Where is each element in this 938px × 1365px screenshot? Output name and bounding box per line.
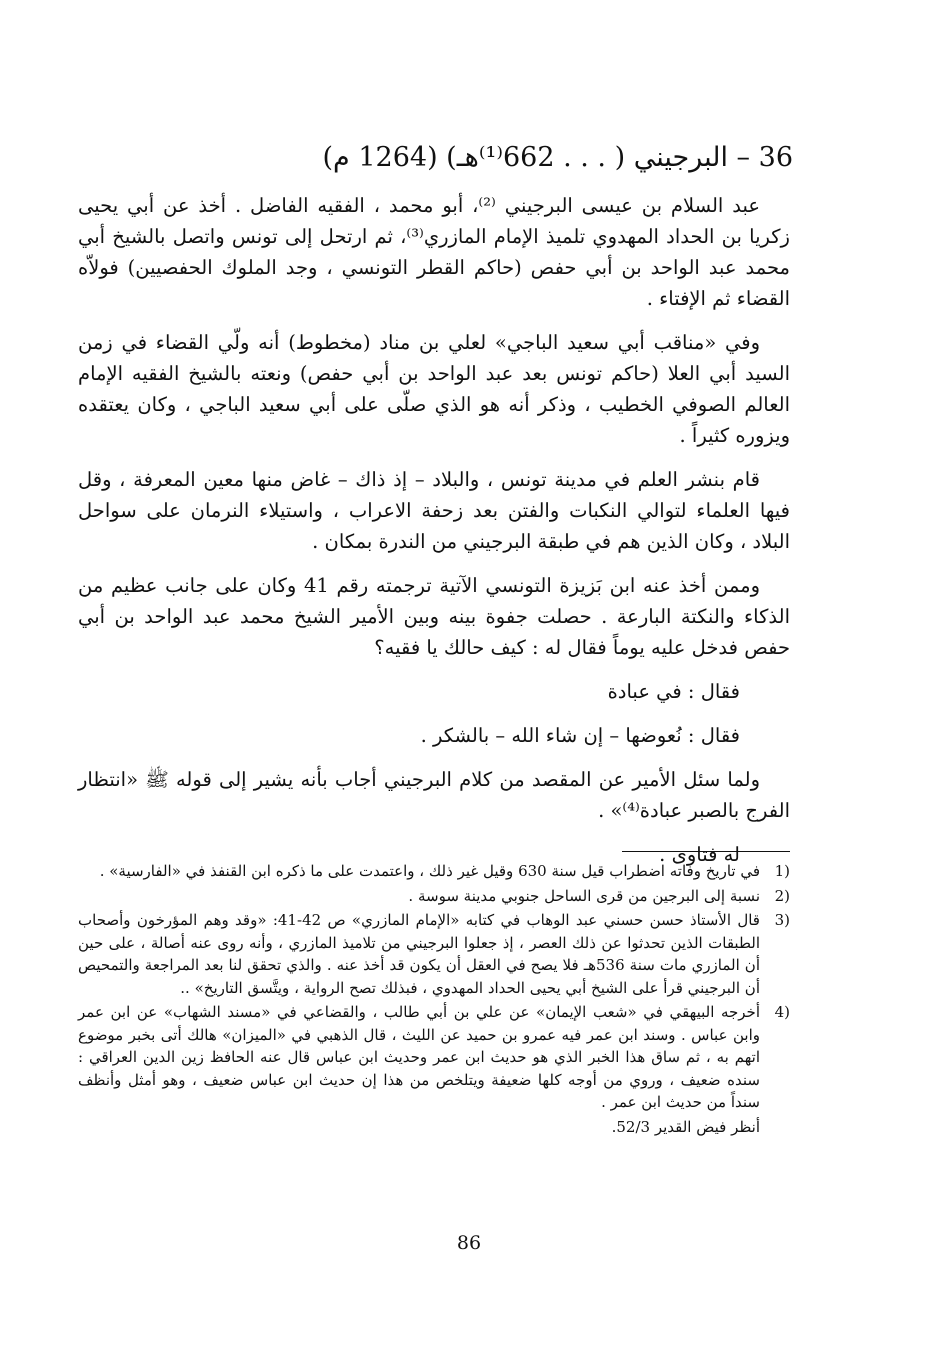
paragraph: وممن أخذ عنه ابن بَزيزة التونسي الآتية ترجمته رقم 41 وكان على جانب عظيم من الذكاء والنكتة البارعة . حصلت جفوة بينه وبين الأمير الشيخ محمد عبد الواحد بن أبي حفص فدخل عليه يوماً فقال له : كيف حالك يا فقيه؟ [78, 574, 790, 659]
main-text [78, 190, 790, 883]
paragraph: عبد السلام بن عيسى البرجيني ⁽²⁾، أبو محمد ، الفقيه الفاضل . أخذ عن أبي يحيى زكريا بن الحداد المهدوي تلميذ الإمام المازري⁽³⁾، ثم ارتحل إلى تونس واتصل بالشيخ أبي محمد عبد الواحد بن أبي حفص (حاكم القطر التونسي ، وجد الملوك الحفصيين) فولاّه القضاء ثم الإفتاء . [78, 194, 790, 310]
footnote-separator [622, 851, 790, 852]
footnote-number: 1) [774, 862, 790, 880]
page-number: 86 [456, 1232, 482, 1254]
footnote-reference: أنظر فيض القدير 52/3. [611, 1117, 760, 1136]
footnote-number: 2) [774, 886, 790, 905]
paragraph: وفي «مناقب أبي سعيد الباجي» لعلي بن مناد (مخطوط) أنه ولّي القضاء في زمن السيد أبي العلا (حاكم تونس بعد عبد الواحد بن أبي حفص) ونعته بالشيخ الفقيه الإمام العالم الصوفي الخطيب ، وذكر أنه هو الذي صلّى على أبي سعيد الباجي ، وكان يعتقده ويزوره كثيراً . [78, 331, 790, 447]
footnote-number: 4) [774, 1003, 790, 1021]
footnote-text: قال الأستاذ حسن حسني عبد الوهاب في كتابه «الإمام المازري» ص 42-41: «وقد وهم المؤرخون وأصحاب الطبقات الذين تحدثوا عن ذلك العصر ، إذ جعلوا البرجيني من تلاميذ المازري ، وأنه روى عنه أصالة ، على حين أن المازري مات سنة 536هـ فلا يصح في العقل أن يكون قد أخذ عنه . والذي تحقق لنا بعد المراجعة والتمحيص أن البرجيني قرأ على الشيخ أبي يحيى الحداد المهدوي ، فبذلك تصح الرواية ، ويتَّسق التاريخ» .. [78, 911, 760, 997]
dialogue-line: فقال : نُعوضها – إن شاء الله – بالشكر . [420, 724, 740, 747]
footnote [78, 909, 790, 999]
footnote-text: نسبة إلى البرجين من قرى الساحل جنوبي مدينة سوسة . [408, 886, 760, 905]
paragraph: له فتاوى . [659, 843, 740, 866]
paragraph: ولما سئل الأمير عن المقصد من كلام البرجيني أجاب بأنه يشير إلى قوله ﷺ «انتظار الفرج بالصبر عبادة⁽⁴⁾» . [78, 768, 790, 822]
footnote [78, 885, 790, 908]
footnotes [78, 860, 790, 1138]
footnote-text: في تاريخ وفاته اضطراب قيل سنة 630 وقيل غير ذلك ، واعتمدت على ما ذكره ابن القنفذ في «الفارسية» . [99, 862, 760, 880]
footnote-number: 3) [774, 911, 790, 929]
paragraph: قام بنشر العلم في مدينة تونس ، والبلاد – إذ ذاك – غاض منها معين المعرفة ، وقل فيها العلماء لتوالي النكبات والفتن بعد زحفة الاعراب ، واستيلاء النرمان على سواحل البلاد ، وكان الذين هم في طبقة البرجيني من الندرة بمكان . [78, 468, 790, 553]
footnote-text: أخرجه البيهقي في «شعب الإيمان» عن علي بن أبي طالب ، والقضاعي في «مسند الشهاب» عن ابن عمر وابن عباس . وسند ابن عمر فيه عمرو بن حميد عن الليث ، قال الذهبي في «الميزان» هالك أتى بخبر موضوع اتهم به ، ثم ساق هذا الخبر الذي هو حديث ابن عمر وحديث ابن عباس قال عنه الحافظ زين الدين العراقي : سنده ضعيف ، وروي من أوجه كلها ضعيفة ويتلخص من هذا إن حديث ابن عباس ضعيف ، وهو أمثل وأنظف سنداً من حديث ابن عمر . [78, 1003, 760, 1111]
footnote [78, 860, 790, 883]
biography-heading: 36 – البرجيني ( . . . 662⁽¹⁾هـ) (1264 م) [322, 142, 793, 173]
dialogue-line: فقال : في عبادة [607, 680, 740, 703]
footnote [78, 1001, 790, 1114]
